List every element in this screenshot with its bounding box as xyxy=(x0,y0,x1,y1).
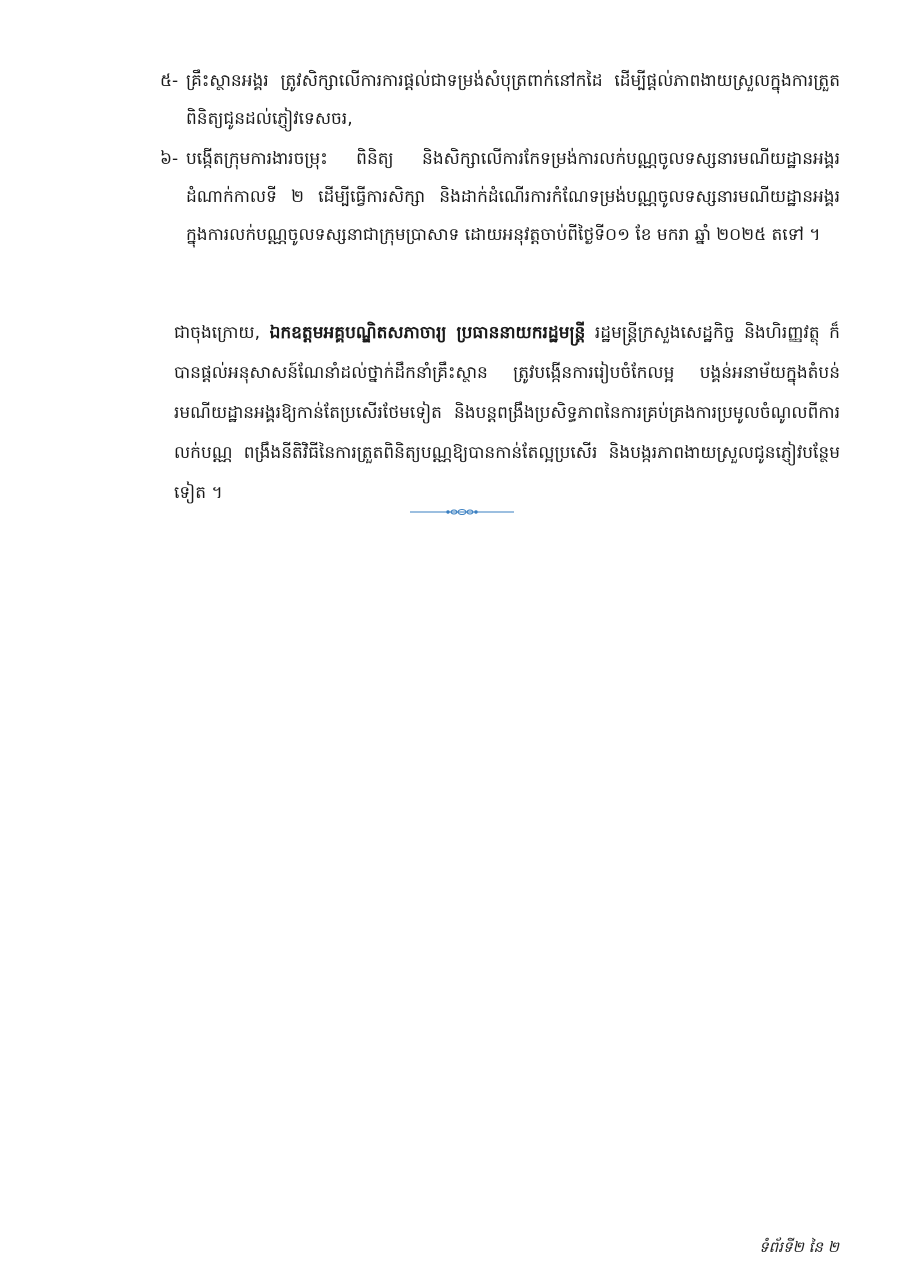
page-number: ទំព័រទី២ នៃ ២ xyxy=(759,1238,839,1256)
list-item-text: បង្កើតក្រុមការងារចម្រុះ ពិនិត្យ និងសិក្សាលើការកែទម្រង់ការលក់បណ្ណចូលទស្សនារមណីយដ្ឋានអង្គរ ដំណាក់កាលទី ២ ដើម្បីធ្វើការសិក្សា និងដាក់ដំណើរការកំណែទម្រង់បណ្ណចូលទស្សនារមណីយដ្ឋានអង្គរ ក្នុងការលក់បណ្ណចូលទស្សនាជាក្រុមប្រាសាទ ដោយអនុវត្តចាប់ពីថ្ងៃទី០១ ខែ មករា ឆ្នាំ ២០២៥ តទៅ ។ xyxy=(186,149,840,245)
closing-lead: ជាចុងក្រោយ, xyxy=(174,323,270,343)
list-item-6 xyxy=(160,140,840,254)
list-item-text: គ្រឹះស្ថានអង្គរ ត្រូវសិក្សាលើការការផ្តល់ជាទម្រង់សំបុត្រពាក់នៅកដៃ ដើម្បីផ្តល់ភាពងាយស្រួលក្នុងការត្រួតពិនិត្យជូនដល់ភ្ញៀវទេសចរ, xyxy=(186,71,840,129)
closing-paragraph xyxy=(174,313,840,513)
closing-text: រដ្ឋមន្ត្រីក្រសួងសេដ្ឋកិច្ច និងហិរញ្ញវត្ថុ ក៏បានផ្តល់អនុសាសន៍ណែនាំដល់ថ្នាក់ដឹកនាំគ្រឹះស្ថាន ត្រូវបង្កើនការរៀបចំកែលម្អ បង្គន់អនាម័យក្នុងតំបន់រមណីយដ្ឋានអង្គរឱ្យកាន់តែប្រសើរថែមទៀត និងបន្តពង្រឹងប្រសិទ្ធភាពនៃការគ្រប់គ្រងការប្រមូលចំណូលពីការលក់បណ្ណ ពង្រឹងនីតិវិធីនៃការត្រួតពិនិត្យបណ្ណឱ្យបានកាន់តែល្អប្រសើរ និងបង្ករភាពងាយស្រួលជូនភ្ញៀវបន្ថែមទៀត ។ xyxy=(174,323,840,503)
prime-minister-title: ឯកឧត្តមអគ្គបណ្ឌិតសភាចារ្យ ប្រធាននាយករដ្ឋមន្ត្រី xyxy=(269,323,586,343)
list-item-number: ៥- xyxy=(160,71,179,91)
list-item-number: ៦- xyxy=(160,149,179,169)
ornament-divider-icon xyxy=(410,505,514,519)
list-item-5 xyxy=(160,62,840,138)
